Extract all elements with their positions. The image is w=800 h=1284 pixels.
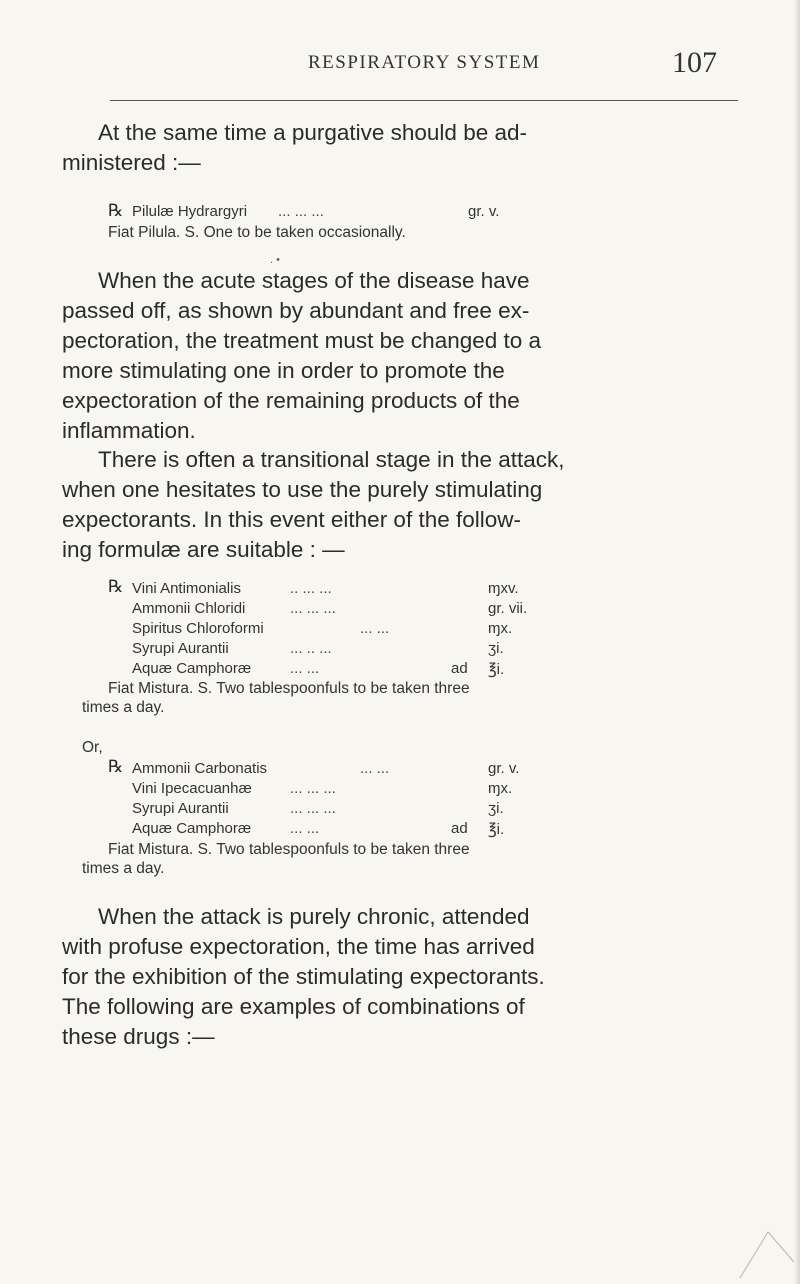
text-line: The following are examples of combinations of xyxy=(62,994,525,1019)
dose: ɱx. xyxy=(488,620,513,637)
ingredient-name: Ammonii Chloridi xyxy=(132,600,246,617)
dose: gr. vii. xyxy=(488,600,528,617)
text-line: passed off, as shown by abundant and free ex- xyxy=(62,298,530,323)
ingredient-name: Syrupi Aurantii xyxy=(132,800,229,817)
text-line: There is often a transitional stage in the attack, xyxy=(98,447,565,472)
text-line: inflammation. xyxy=(62,418,196,443)
dose: gr. v. xyxy=(488,760,520,777)
text-line: expectorants. In this event either of the follow- xyxy=(62,507,521,532)
page-corner-fold-icon xyxy=(738,1222,796,1280)
paragraph-chronic-attack xyxy=(62,902,738,1052)
text-line: When the attack is purely chronic, attended xyxy=(98,904,530,929)
leader-dots: ... ... ... xyxy=(278,203,324,220)
ingredient-name: Ammonii Carbonatis xyxy=(132,760,268,777)
leader-dots: ... ... xyxy=(290,660,320,677)
prescription-directions xyxy=(82,840,742,878)
ingredient-name: Aquæ Camphoræ xyxy=(132,660,252,677)
text-line: more stimulating one in order to promote the xyxy=(62,358,505,383)
text-line: When the acute stages of the disease have xyxy=(98,268,530,293)
dose: ɱx. xyxy=(488,780,513,797)
page-number: 107 xyxy=(672,46,717,79)
dose: ℥i. xyxy=(488,821,505,838)
paragraph-purgative xyxy=(62,118,738,178)
dose: ʒi. xyxy=(488,640,504,657)
direction-line: times a day. xyxy=(82,699,165,716)
leader-dots: ... ... ... xyxy=(290,800,336,817)
ad-marker: ad xyxy=(451,660,468,677)
text-line: At the same time a purgative should be ad- xyxy=(98,120,527,145)
text-line: ing formulæ are suitable : — xyxy=(62,537,345,562)
prescription-directions: Fiat Pilula. S. One to be taken occasionally. xyxy=(108,224,406,241)
leader-dots: ... ... ... xyxy=(290,780,336,797)
ingredient-name: Pilulæ Hydrargyri xyxy=(132,203,248,220)
dose: ʒi. xyxy=(488,800,504,817)
rx-symbol: ℞ xyxy=(108,577,124,596)
dose: ɱxv. xyxy=(488,580,519,597)
leader-dots: ... .. ... xyxy=(290,640,332,657)
header-rule xyxy=(110,100,738,101)
rx-symbol: ℞ xyxy=(108,757,124,776)
dose: gr. v. xyxy=(468,203,500,220)
paragraph-acute-stages xyxy=(62,266,738,446)
ingredient-name: Vini Ipecacuanhæ xyxy=(132,780,252,797)
ingredient-name: Spiritus Chloroformi xyxy=(132,620,264,637)
dose: ℥i. xyxy=(488,661,505,678)
leader-dots: ... ... ... xyxy=(290,600,336,617)
direction-line: times a day. xyxy=(82,860,165,877)
ingredient-name: Syrupi Aurantii xyxy=(132,640,229,657)
text-line: for the exhibition of the stimulating expectorants. xyxy=(62,964,545,989)
ad-marker: ad xyxy=(451,820,468,837)
leader-dots: ... ... xyxy=(360,620,390,637)
prescription-directions xyxy=(82,679,742,717)
direction-line: Fiat Mistura. S. Two tablespoonfuls to be taken three xyxy=(108,680,470,697)
page-edge-shadow xyxy=(794,0,800,1284)
ingredient-name: Vini Antimonialis xyxy=(132,580,241,597)
rx-symbol: ℞ xyxy=(108,201,124,220)
or-label: Or, xyxy=(82,739,103,756)
text-line: expectoration of the remaining products of the xyxy=(62,388,520,413)
text-line: these drugs :— xyxy=(62,1024,215,1049)
ingredient-name: Aquæ Camphoræ xyxy=(132,820,252,837)
leader-dots: ... ... xyxy=(360,760,390,777)
text-line: with profuse expectoration, the time has arrived xyxy=(62,934,535,959)
leader-dots: .. ... ... xyxy=(290,580,332,597)
text-line: when one hesitates to use the purely stimulating xyxy=(62,477,543,502)
text-line: pectoration, the treatment must be changed to a xyxy=(62,328,542,353)
direction-line: Fiat Mistura. S. Two tablespoonfuls to be taken three xyxy=(108,841,470,858)
running-title: RESPIRATORY SYSTEM xyxy=(308,52,541,73)
paragraph-transitional-stage xyxy=(62,445,738,565)
text-line: ministered :— xyxy=(62,150,201,175)
leader-dots: ... ... xyxy=(290,820,320,837)
print-speck: . • xyxy=(270,254,280,266)
